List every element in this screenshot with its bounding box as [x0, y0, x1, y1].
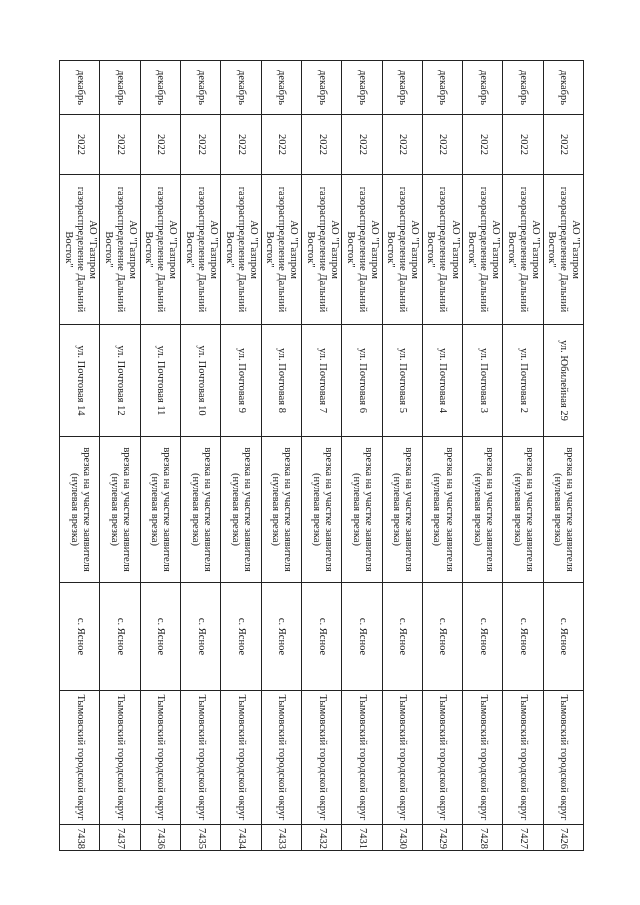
- contractor-cell: АО "Газпром газораспределение Дальний Восток": [100, 175, 140, 325]
- year-cell: 2022: [301, 115, 341, 175]
- year-cell: 2022: [503, 115, 543, 175]
- table-row: [342, 61, 382, 851]
- year-cell: 2022: [422, 115, 462, 175]
- address-cell: ул. Почтовая 9: [221, 325, 261, 437]
- village-cell: с. Ясное: [261, 583, 301, 691]
- row-number-cell: 7437: [100, 825, 140, 851]
- table-row: [382, 61, 422, 851]
- work-type-cell: врезка на участке заявителя (нулевая врезка): [463, 437, 503, 583]
- district-cell: Тымовский городской округ: [140, 691, 180, 825]
- address-cell: ул. Почтовая 10: [181, 325, 221, 437]
- work-type-cell: врезка на участке заявителя (нулевая врезка): [382, 437, 422, 583]
- work-type-cell: врезка на участке заявителя (нулевая врезка): [60, 437, 100, 583]
- year-cell: 2022: [463, 115, 503, 175]
- year-cell: 2022: [261, 115, 301, 175]
- table-row: [140, 61, 180, 851]
- month-cell: декабрь: [463, 61, 503, 115]
- address-cell: ул. Почтовая 8: [261, 325, 301, 437]
- month-cell: декабрь: [100, 61, 140, 115]
- month-cell: декабрь: [422, 61, 462, 115]
- village-cell: с. Ясное: [301, 583, 341, 691]
- table-row: [301, 61, 341, 851]
- table-body: [60, 61, 584, 851]
- district-cell: Тымовский городской округ: [301, 691, 341, 825]
- district-cell: Тымовский городской округ: [100, 691, 140, 825]
- contractor-cell: АО "Газпром газораспределение Дальний Восток": [382, 175, 422, 325]
- contractor-cell: АО "Газпром газораспределение Дальний Восток": [342, 175, 382, 325]
- village-cell: с. Ясное: [342, 583, 382, 691]
- row-number-cell: 7434: [221, 825, 261, 851]
- district-cell: Тымовский городской округ: [60, 691, 100, 825]
- work-type-cell: врезка на участке заявителя (нулевая врезка): [140, 437, 180, 583]
- village-cell: с. Ясное: [503, 583, 543, 691]
- gasification-register-table: [59, 60, 584, 851]
- work-type-cell: врезка на участке заявителя (нулевая врезка): [503, 437, 543, 583]
- contractor-cell: АО "Газпром газораспределение Дальний Восток": [181, 175, 221, 325]
- year-cell: 2022: [181, 115, 221, 175]
- village-cell: с. Ясное: [463, 583, 503, 691]
- row-number-cell: 7433: [261, 825, 301, 851]
- work-type-cell: врезка на участке заявителя (нулевая врезка): [100, 437, 140, 583]
- district-cell: Тымовский городской округ: [543, 691, 583, 825]
- row-number-cell: 7426: [543, 825, 583, 851]
- work-type-cell: врезка на участке заявителя (нулевая врезка): [543, 437, 583, 583]
- village-cell: с. Ясное: [382, 583, 422, 691]
- row-number-cell: 7435: [181, 825, 221, 851]
- work-type-cell: врезка на участке заявителя (нулевая врезка): [301, 437, 341, 583]
- village-cell: с. Ясное: [221, 583, 261, 691]
- year-cell: 2022: [342, 115, 382, 175]
- month-cell: декабрь: [543, 61, 583, 115]
- month-cell: декабрь: [221, 61, 261, 115]
- village-cell: с. Ясное: [60, 583, 100, 691]
- contractor-cell: АО "Газпром газораспределение Дальний Восток": [543, 175, 583, 325]
- table-row: [422, 61, 462, 851]
- month-cell: декабрь: [301, 61, 341, 115]
- district-cell: Тымовский городской округ: [342, 691, 382, 825]
- address-cell: ул. Почтовая 4: [422, 325, 462, 437]
- contractor-cell: АО "Газпром газораспределение Дальний Восток": [422, 175, 462, 325]
- address-cell: ул. Почтовая 14: [60, 325, 100, 437]
- contractor-cell: АО "Газпром газораспределение Дальний Восток": [221, 175, 261, 325]
- work-type-cell: врезка на участке заявителя (нулевая врезка): [422, 437, 462, 583]
- year-cell: 2022: [543, 115, 583, 175]
- month-cell: декабрь: [342, 61, 382, 115]
- address-cell: ул. Почтовая 12: [100, 325, 140, 437]
- work-type-cell: врезка на участке заявителя (нулевая врезка): [261, 437, 301, 583]
- village-cell: с. Ясное: [100, 583, 140, 691]
- address-cell: ул. Почтовая 6: [342, 325, 382, 437]
- village-cell: с. Ясное: [140, 583, 180, 691]
- village-cell: с. Ясное: [543, 583, 583, 691]
- table-row: [181, 61, 221, 851]
- district-cell: Тымовский городской округ: [463, 691, 503, 825]
- year-cell: 2022: [140, 115, 180, 175]
- year-cell: 2022: [60, 115, 100, 175]
- year-cell: 2022: [382, 115, 422, 175]
- table-row: [463, 61, 503, 851]
- row-number-cell: 7431: [342, 825, 382, 851]
- table-row: [100, 61, 140, 851]
- work-type-cell: врезка на участке заявителя (нулевая врезка): [221, 437, 261, 583]
- contractor-cell: АО "Газпром газораспределение Дальний Восток": [301, 175, 341, 325]
- district-cell: Тымовский городской округ: [422, 691, 462, 825]
- address-cell: ул. Почтовая 2: [503, 325, 543, 437]
- address-cell: ул. Почтовая 5: [382, 325, 422, 437]
- month-cell: декабрь: [60, 61, 100, 115]
- contractor-cell: АО "Газпром газораспределение Дальний Восток": [60, 175, 100, 325]
- contractor-cell: АО "Газпром газораспределение Дальний Восток": [261, 175, 301, 325]
- year-cell: 2022: [100, 115, 140, 175]
- month-cell: декабрь: [181, 61, 221, 115]
- work-type-cell: врезка на участке заявителя (нулевая врезка): [342, 437, 382, 583]
- table-row: [60, 61, 100, 851]
- district-cell: Тымовский городской округ: [221, 691, 261, 825]
- row-number-cell: 7428: [463, 825, 503, 851]
- village-cell: с. Ясное: [181, 583, 221, 691]
- table-row: [503, 61, 543, 851]
- contractor-cell: АО "Газпром газораспределение Дальний Восток": [503, 175, 543, 325]
- district-cell: Тымовский городской округ: [503, 691, 543, 825]
- table-row: [543, 61, 583, 851]
- row-number-cell: 7432: [301, 825, 341, 851]
- address-cell: ул. Почтовая 7: [301, 325, 341, 437]
- month-cell: декабрь: [503, 61, 543, 115]
- row-number-cell: 7427: [503, 825, 543, 851]
- row-number-cell: 7429: [422, 825, 462, 851]
- row-number-cell: 7438: [60, 825, 100, 851]
- month-cell: декабрь: [140, 61, 180, 115]
- address-cell: ул. Почтовая 3: [463, 325, 503, 437]
- month-cell: декабрь: [382, 61, 422, 115]
- address-cell: ул. Почтовая 11: [140, 325, 180, 437]
- work-type-cell: врезка на участке заявителя (нулевая врезка): [181, 437, 221, 583]
- year-cell: 2022: [221, 115, 261, 175]
- district-cell: Тымовский городской округ: [261, 691, 301, 825]
- month-cell: декабрь: [261, 61, 301, 115]
- table-row: [221, 61, 261, 851]
- village-cell: с. Ясное: [422, 583, 462, 691]
- row-number-cell: 7430: [382, 825, 422, 851]
- district-cell: Тымовский городской округ: [382, 691, 422, 825]
- contractor-cell: АО "Газпром газораспределение Дальний Восток": [463, 175, 503, 325]
- contractor-cell: АО "Газпром газораспределение Дальний Восток": [140, 175, 180, 325]
- table-row: [261, 61, 301, 851]
- address-cell: ул. Юбилейная 29: [543, 325, 583, 437]
- district-cell: Тымовский городской округ: [181, 691, 221, 825]
- rotated-table-sheet: [60, 60, 584, 850]
- row-number-cell: 7436: [140, 825, 180, 851]
